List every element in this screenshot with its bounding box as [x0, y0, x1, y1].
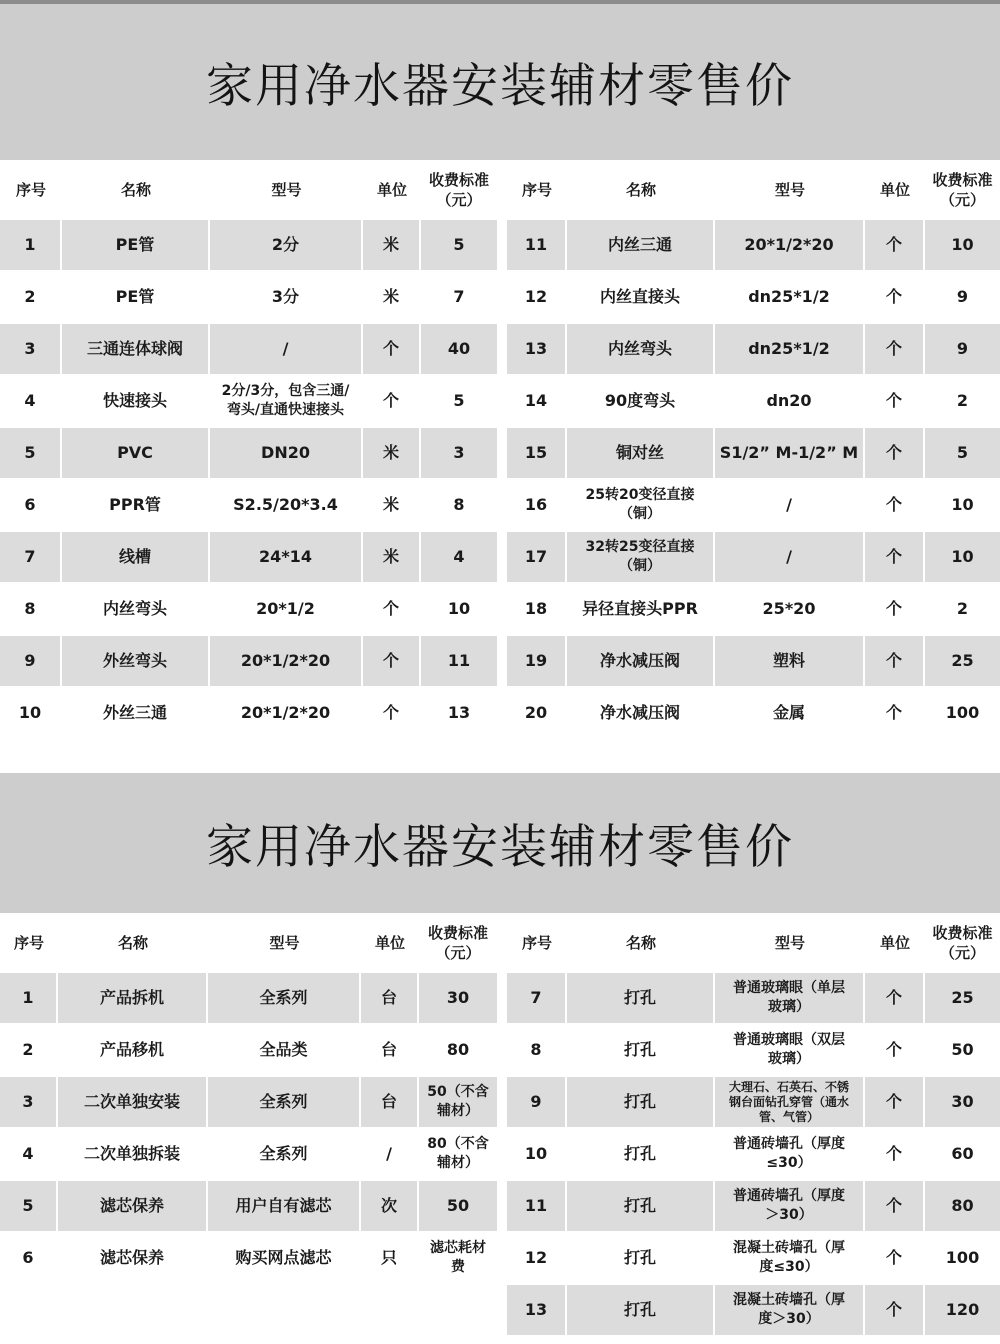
item-spec: /: [210, 324, 363, 376]
item-price: 50（不含 辅材）: [419, 1077, 497, 1129]
item-spec: 塑料: [715, 636, 865, 688]
item-spec: 2分: [210, 220, 363, 272]
item-unit: 个: [865, 584, 925, 636]
item-name: 打孔: [567, 1181, 715, 1233]
item-name: 内丝直接头: [567, 272, 715, 324]
item-spec: 普通砖墙孔（厚度 ≤30）: [715, 1129, 865, 1181]
item-spec: 全系列: [208, 973, 361, 1025]
column-header: 型号: [715, 913, 865, 973]
item-price: 30: [419, 973, 497, 1025]
row-index: 1: [0, 973, 58, 1025]
item-price: 2: [925, 376, 1000, 428]
table-row: [507, 973, 1000, 1025]
item-unit: 个: [865, 1077, 925, 1129]
item-spec: 25*20: [715, 584, 865, 636]
item-unit: 个: [865, 220, 925, 272]
item-unit: 个: [363, 584, 421, 636]
row-index: 9: [507, 1077, 567, 1129]
table-row: [507, 636, 1000, 688]
item-price: 40: [421, 324, 497, 376]
table-row: [507, 532, 1000, 584]
column-header: 型号: [208, 913, 361, 973]
item-name: 32转25变径直接 （铜）: [567, 532, 715, 584]
item-unit: 米: [363, 220, 421, 272]
item-name: 三通连体球阀: [62, 324, 210, 376]
table-row: [0, 1181, 497, 1233]
item-spec: dn25*1/2: [715, 272, 865, 324]
item-name: PE管: [62, 220, 210, 272]
item-name: 打孔: [567, 1233, 715, 1285]
column-header: 单位: [361, 913, 419, 973]
item-unit: 个: [865, 1181, 925, 1233]
table-row: [507, 428, 1000, 480]
item-name: 打孔: [567, 1025, 715, 1077]
item-price: 11: [421, 636, 497, 688]
table-header: [507, 913, 1000, 973]
row-index: 13: [507, 1285, 567, 1337]
item-spec: 20*1/2*20: [210, 688, 363, 740]
table-row: [0, 584, 497, 636]
table-header: [507, 160, 1000, 220]
table-row: [507, 1077, 1000, 1129]
item-price: 50: [419, 1181, 497, 1233]
price-table-left: [0, 160, 497, 740]
item-name: 25转20变径直接 （铜）: [567, 480, 715, 532]
table-row: [0, 272, 497, 324]
item-price: 5: [925, 428, 1000, 480]
item-name: 快速接头: [62, 376, 210, 428]
table-row: [507, 480, 1000, 532]
item-spec: 普通砖墙孔（厚度 ＞30）: [715, 1181, 865, 1233]
item-name: 滤芯保养: [58, 1233, 208, 1285]
row-index: 8: [507, 1025, 567, 1077]
page-title: 家用净水器安装辅材零售价: [206, 58, 794, 114]
row-index: 3: [0, 1077, 58, 1129]
item-name: PE管: [62, 272, 210, 324]
table-row: [507, 376, 1000, 428]
row-index: 11: [507, 1181, 567, 1233]
item-price: 10: [925, 220, 1000, 272]
item-name: PVC: [62, 428, 210, 480]
item-unit: 个: [865, 1129, 925, 1181]
item-name: 线槽: [62, 532, 210, 584]
item-unit: 个: [865, 1025, 925, 1077]
item-spec: 普通玻璃眼（单层 玻璃）: [715, 973, 865, 1025]
row-index: 10: [0, 688, 62, 740]
item-unit: 个: [363, 376, 421, 428]
row-index: 12: [507, 272, 567, 324]
item-price: 7: [421, 272, 497, 324]
row-index: 15: [507, 428, 567, 480]
item-price: 3: [421, 428, 497, 480]
item-name: 打孔: [567, 1285, 715, 1337]
item-unit: 个: [363, 688, 421, 740]
item-spec: S1/2” M-1/2” M: [715, 428, 865, 480]
price-table: [0, 160, 497, 740]
item-price: 9: [925, 272, 1000, 324]
table-row: [0, 324, 497, 376]
table-row: [0, 480, 497, 532]
column-header: 名称: [567, 913, 715, 973]
item-price: 50: [925, 1025, 1000, 1077]
item-price: 80: [925, 1181, 1000, 1233]
item-name: 打孔: [567, 1077, 715, 1129]
item-unit: 只: [361, 1233, 419, 1285]
column-header: 收费标准 （元）: [925, 913, 1000, 973]
item-unit: /: [361, 1129, 419, 1181]
page-title: 家用净水器安装辅材零售价: [206, 819, 794, 875]
item-name: 内丝三通: [567, 220, 715, 272]
item-name: PPR管: [62, 480, 210, 532]
table-row: [0, 636, 497, 688]
item-price: 30: [925, 1077, 1000, 1129]
item-spec: /: [715, 532, 865, 584]
table-row: [0, 1233, 497, 1285]
item-unit: 个: [865, 973, 925, 1025]
row-index: 8: [0, 584, 62, 636]
table-row: [0, 532, 497, 584]
table-row: [0, 428, 497, 480]
table-row: [0, 220, 497, 272]
item-name: 打孔: [567, 1129, 715, 1181]
item-name: 外丝弯头: [62, 636, 210, 688]
item-price: 5: [421, 376, 497, 428]
item-unit: 个: [865, 376, 925, 428]
item-price: 60: [925, 1129, 1000, 1181]
item-name: 产品拆机: [58, 973, 208, 1025]
item-unit: 个: [865, 480, 925, 532]
item-price: 5: [421, 220, 497, 272]
service-table: [0, 913, 497, 1285]
title-banner: [0, 773, 1000, 913]
item-spec: 全品类: [208, 1025, 361, 1077]
item-spec: 大理石、石英石、不锈 钢台面钻孔穿管（通水 管、气管）: [715, 1077, 865, 1129]
item-name: 二次单独安装: [58, 1077, 208, 1129]
item-spec: 金属: [715, 688, 865, 740]
header-row: [507, 913, 1000, 973]
column-header: 名称: [58, 913, 208, 973]
title-banner: [0, 4, 1000, 160]
item-unit: 台: [361, 1077, 419, 1129]
row-index: 3: [0, 324, 62, 376]
item-spec: 20*1/2: [210, 584, 363, 636]
table-header: [0, 913, 497, 973]
row-index: 4: [0, 1129, 58, 1181]
item-price: 8: [421, 480, 497, 532]
row-index: 19: [507, 636, 567, 688]
column-header: 单位: [363, 160, 421, 220]
column-header: 序号: [507, 160, 567, 220]
row-index: 6: [0, 1233, 58, 1285]
item-unit: 台: [361, 973, 419, 1025]
item-price: 10: [421, 584, 497, 636]
row-index: 16: [507, 480, 567, 532]
item-spec: dn20: [715, 376, 865, 428]
item-spec: 全系列: [208, 1129, 361, 1181]
item-price: 13: [421, 688, 497, 740]
item-price: 9: [925, 324, 1000, 376]
column-header: 序号: [507, 913, 567, 973]
column-header: 单位: [865, 160, 925, 220]
table-header: [0, 160, 497, 220]
item-spec: 20*1/2*20: [210, 636, 363, 688]
column-header: 序号: [0, 913, 58, 973]
item-unit: 个: [363, 636, 421, 688]
table-row: [507, 324, 1000, 376]
table-row: [507, 1181, 1000, 1233]
column-header: 序号: [0, 160, 62, 220]
column-header: 名称: [62, 160, 210, 220]
table-row: [507, 272, 1000, 324]
row-index: 7: [0, 532, 62, 584]
item-price: 2: [925, 584, 1000, 636]
item-spec: S2.5/20*3.4: [210, 480, 363, 532]
item-price: 80: [419, 1025, 497, 1077]
row-index: 7: [507, 973, 567, 1025]
item-unit: 个: [363, 324, 421, 376]
column-header: 型号: [715, 160, 865, 220]
item-unit: 米: [363, 480, 421, 532]
price-table: [507, 160, 1000, 740]
item-unit: 个: [865, 636, 925, 688]
price-table-right: [507, 160, 1000, 740]
item-name: 外丝三通: [62, 688, 210, 740]
row-index: 12: [507, 1233, 567, 1285]
item-name: 打孔: [567, 973, 715, 1025]
service-table-left: [0, 913, 497, 1285]
item-spec: 24*14: [210, 532, 363, 584]
column-header: 型号: [210, 160, 363, 220]
row-index: 10: [507, 1129, 567, 1181]
table-row: [0, 376, 497, 428]
item-price: 100: [925, 1233, 1000, 1285]
row-index: 5: [0, 1181, 58, 1233]
item-name: 产品移机: [58, 1025, 208, 1077]
item-price: 滤芯耗材 费: [419, 1233, 497, 1285]
item-unit: 次: [361, 1181, 419, 1233]
table-row: [0, 1129, 497, 1181]
row-index: 4: [0, 376, 62, 428]
item-spec: dn25*1/2: [715, 324, 865, 376]
row-index: 1: [0, 220, 62, 272]
item-unit: 个: [865, 688, 925, 740]
item-spec: DN20: [210, 428, 363, 480]
header-row: [0, 913, 497, 973]
item-spec: /: [715, 480, 865, 532]
table-row: [507, 1025, 1000, 1077]
table-row: [507, 584, 1000, 636]
row-index: 20: [507, 688, 567, 740]
item-unit: 米: [363, 428, 421, 480]
item-spec: 20*1/2*20: [715, 220, 865, 272]
table-row: [0, 1025, 497, 1077]
item-unit: 米: [363, 532, 421, 584]
item-unit: 个: [865, 532, 925, 584]
item-spec: 用户自有滤芯: [208, 1181, 361, 1233]
item-spec: 3分: [210, 272, 363, 324]
column-header: 收费标准 （元）: [925, 160, 1000, 220]
item-price: 10: [925, 532, 1000, 584]
item-unit: 个: [865, 428, 925, 480]
row-index: 6: [0, 480, 62, 532]
row-index: 2: [0, 1025, 58, 1077]
item-price: 25: [925, 636, 1000, 688]
service-table-right: [507, 913, 1000, 1337]
item-spec: 混凝土砖墙孔（厚 度＞30）: [715, 1285, 865, 1337]
item-unit: 米: [363, 272, 421, 324]
table-row: [0, 688, 497, 740]
table-row: [507, 220, 1000, 272]
table-row: [507, 1129, 1000, 1181]
item-name: 净水减压阀: [567, 688, 715, 740]
item-unit: 个: [865, 272, 925, 324]
item-price: 80（不含 辅材）: [419, 1129, 497, 1181]
item-price: 25: [925, 973, 1000, 1025]
table-row: [0, 1077, 497, 1129]
column-header: 名称: [567, 160, 715, 220]
row-index: 17: [507, 532, 567, 584]
row-index: 14: [507, 376, 567, 428]
item-unit: 个: [865, 1285, 925, 1337]
row-index: 2: [0, 272, 62, 324]
item-price: 4: [421, 532, 497, 584]
header-row: [507, 160, 1000, 220]
column-header: 收费标准 （元）: [419, 913, 497, 973]
row-index: 11: [507, 220, 567, 272]
item-name: 异径直接头PPR: [567, 584, 715, 636]
table-row: [0, 973, 497, 1025]
row-index: 18: [507, 584, 567, 636]
column-header: 单位: [865, 913, 925, 973]
item-price: 100: [925, 688, 1000, 740]
table-row: [507, 1285, 1000, 1337]
item-name: 内丝弯头: [62, 584, 210, 636]
item-spec: 普通玻璃眼（双层 玻璃）: [715, 1025, 865, 1077]
row-index: 5: [0, 428, 62, 480]
item-unit: 台: [361, 1025, 419, 1077]
item-unit: 个: [865, 1233, 925, 1285]
item-price: 120: [925, 1285, 1000, 1337]
row-index: 13: [507, 324, 567, 376]
item-price: 10: [925, 480, 1000, 532]
item-name: 90度弯头: [567, 376, 715, 428]
table-row: [507, 1233, 1000, 1285]
item-name: 滤芯保养: [58, 1181, 208, 1233]
item-name: 二次单独拆装: [58, 1129, 208, 1181]
item-name: 内丝弯头: [567, 324, 715, 376]
table-row: [507, 688, 1000, 740]
item-name: 净水减压阀: [567, 636, 715, 688]
header-row: [0, 160, 497, 220]
column-header: 收费标准 （元）: [421, 160, 497, 220]
item-unit: 个: [865, 324, 925, 376]
item-spec: 全系列: [208, 1077, 361, 1129]
row-index: 9: [0, 636, 62, 688]
item-spec: 2分/3分，包含三通/ 弯头/直通快速接头: [210, 376, 363, 428]
item-spec: 购买网点滤芯: [208, 1233, 361, 1285]
item-spec: 混凝土砖墙孔（厚 度≤30）: [715, 1233, 865, 1285]
item-name: 铜对丝: [567, 428, 715, 480]
service-table: [507, 913, 1000, 1337]
